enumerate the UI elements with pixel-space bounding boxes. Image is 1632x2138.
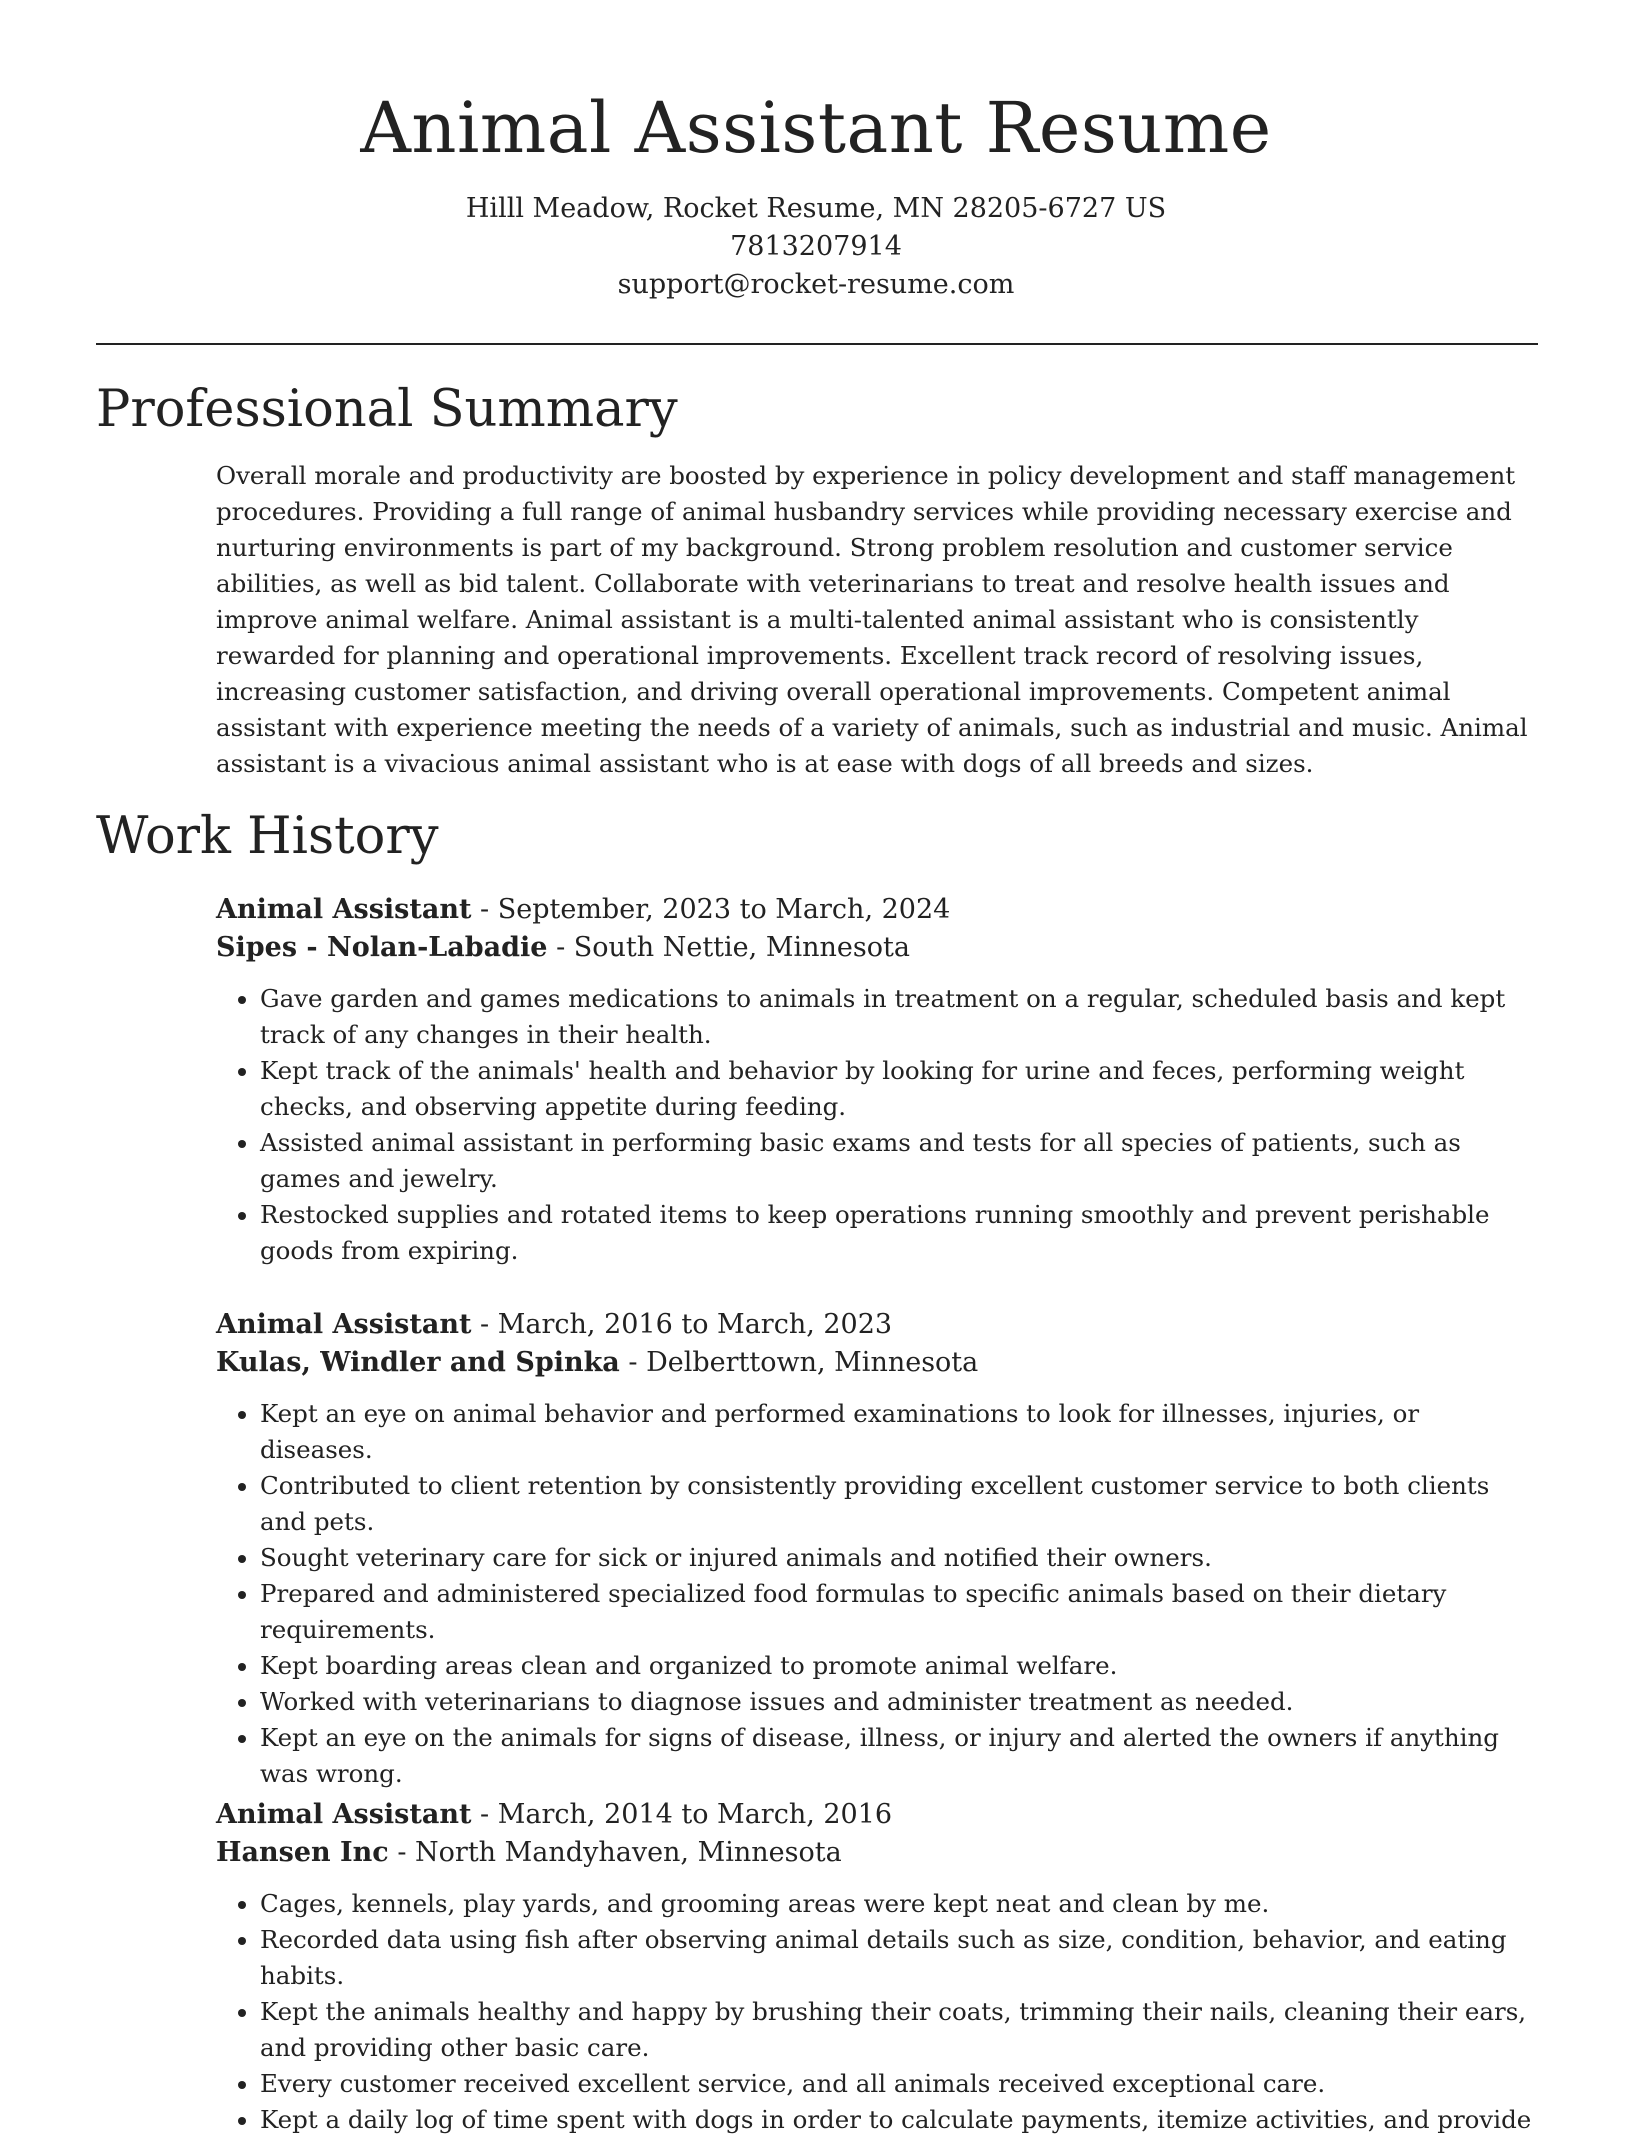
resume-title: Animal Assistant Resume bbox=[360, 87, 1272, 169]
job-bullet: • Every customer received excellent service, and all animals received exceptional care. bbox=[260, 2066, 1538, 2102]
job-location: - South Nettie, Minnesota bbox=[556, 932, 910, 963]
summary-heading: Professional Summary bbox=[96, 380, 678, 439]
job-title-line bbox=[216, 1796, 1538, 1834]
job-company-line bbox=[216, 1344, 1538, 1382]
job-bullet: • Gave garden and games medications to animals in treatment on a regular, scheduled basis and kept track of any changes in their health. bbox=[260, 981, 1538, 1053]
job-entry bbox=[216, 1306, 1538, 1792]
job-bullets bbox=[216, 981, 1538, 1269]
contact-email: support@rocket-resume.com bbox=[617, 269, 1015, 300]
job-entry bbox=[216, 1796, 1538, 2138]
summary-text: Overall morale and productivity are boosted by experience in policy development and staff management procedures. Providing a full range of animal husbandry services while providing necessary exercise and nurturing environments is part of my background. Strong problem resolution and customer service abilities, as well as bid talent. Collaborate with veterinarians to treat and resolve health issues and improve animal welfare. Animal assistant is a multi-talented animal assistant who is consistently rewarded for planning and operational improvements. Excellent track record of resolving issues, increasing customer satisfaction, and driving overall operational improvements. Competent animal assistant with experience meeting the needs of a variety of animals, such as industrial and music. Animal assistant is a vivacious animal assistant who is at ease with dogs of all breeds and sizes. bbox=[216, 461, 1528, 778]
job-bullets bbox=[216, 1886, 1538, 2138]
job-title: Animal Assistant bbox=[216, 1309, 472, 1340]
header-divider bbox=[96, 343, 1538, 345]
job-bullet: • Kept a daily log of time spent with dogs in order to calculate payments, itemize activities, and provide bbox=[260, 2102, 1538, 2138]
job-company: Kulas, Windler and Spinka bbox=[216, 1347, 620, 1378]
job-company: Hansen Inc bbox=[216, 1837, 389, 1868]
job-location: - Delberttown, Minnesota bbox=[628, 1347, 979, 1378]
job-bullet: • Restocked supplies and rotated items to keep operations running smoothly and prevent perishable goods from expiring. bbox=[260, 1197, 1538, 1269]
job-bullet: • Assisted animal assistant in performing basic exams and tests for all species of patients, such as games and jewelry. bbox=[260, 1125, 1538, 1197]
resume-header bbox=[0, 0, 1632, 304]
work-history-heading: Work History bbox=[96, 807, 439, 866]
job-location: - North Mandyhaven, Minnesota bbox=[397, 1837, 842, 1868]
job-dates: - March, 2014 to March, 2016 bbox=[480, 1799, 893, 1830]
job-dates: - September, 2023 to March, 2024 bbox=[480, 894, 951, 925]
job-company-line bbox=[216, 929, 1538, 967]
job-company: Sipes - Nolan-Labadie bbox=[216, 932, 548, 963]
job-bullet: • Cages, kennels, play yards, and grooming areas were kept neat and clean by me. bbox=[260, 1886, 1538, 1922]
contact-address: Hilll Meadow, Rocket Resume, MN 28205-6727 US bbox=[465, 193, 1167, 224]
job-bullet: • Kept an eye on animal behavior and performed examinations to look for illnesses, injuries, or diseases. bbox=[260, 1396, 1538, 1468]
job-bullet: • Prepared and administered specialized food formulas to specific animals based on their dietary requirements. bbox=[260, 1576, 1538, 1648]
job-title: Animal Assistant bbox=[216, 1799, 472, 1830]
job-bullet: • Recorded data using fish after observing animal details such as size, condition, behavior, and eating habits. bbox=[260, 1922, 1538, 1994]
job-dates: - March, 2016 to March, 2023 bbox=[480, 1309, 893, 1340]
job-bullet: • Contributed to client retention by consistently providing excellent customer service to both clients and pets. bbox=[260, 1468, 1538, 1540]
job-bullets bbox=[216, 1396, 1538, 1792]
job-bullet: • Worked with veterinarians to diagnose issues and administer treatment as needed. bbox=[260, 1684, 1538, 1720]
job-company-line bbox=[216, 1834, 1538, 1872]
job-bullet: • Kept boarding areas clean and organized to promote animal welfare. bbox=[260, 1648, 1538, 1684]
job-bullet: • Sought veterinary care for sick or injured animals and notified their owners. bbox=[260, 1540, 1538, 1576]
job-title: Animal Assistant bbox=[216, 894, 472, 925]
job-entry bbox=[216, 891, 1538, 1269]
job-title-line bbox=[216, 1306, 1538, 1344]
contact-phone: 7813207914 bbox=[730, 231, 902, 262]
job-bullet: • Kept the animals healthy and happy by brushing their coats, trimming their nails, cleaning their ears, and providing other basic care. bbox=[260, 1994, 1538, 2066]
job-title-line bbox=[216, 891, 1538, 929]
contact-info bbox=[0, 190, 1632, 304]
job-bullet: • Kept track of the animals' health and behavior by looking for urine and feces, performing weight checks, and observing appetite during feeding. bbox=[260, 1053, 1538, 1125]
job-bullet: • Kept an eye on the animals for signs of disease, illness, or injury and alerted the owners if anything was wrong. bbox=[260, 1720, 1538, 1792]
